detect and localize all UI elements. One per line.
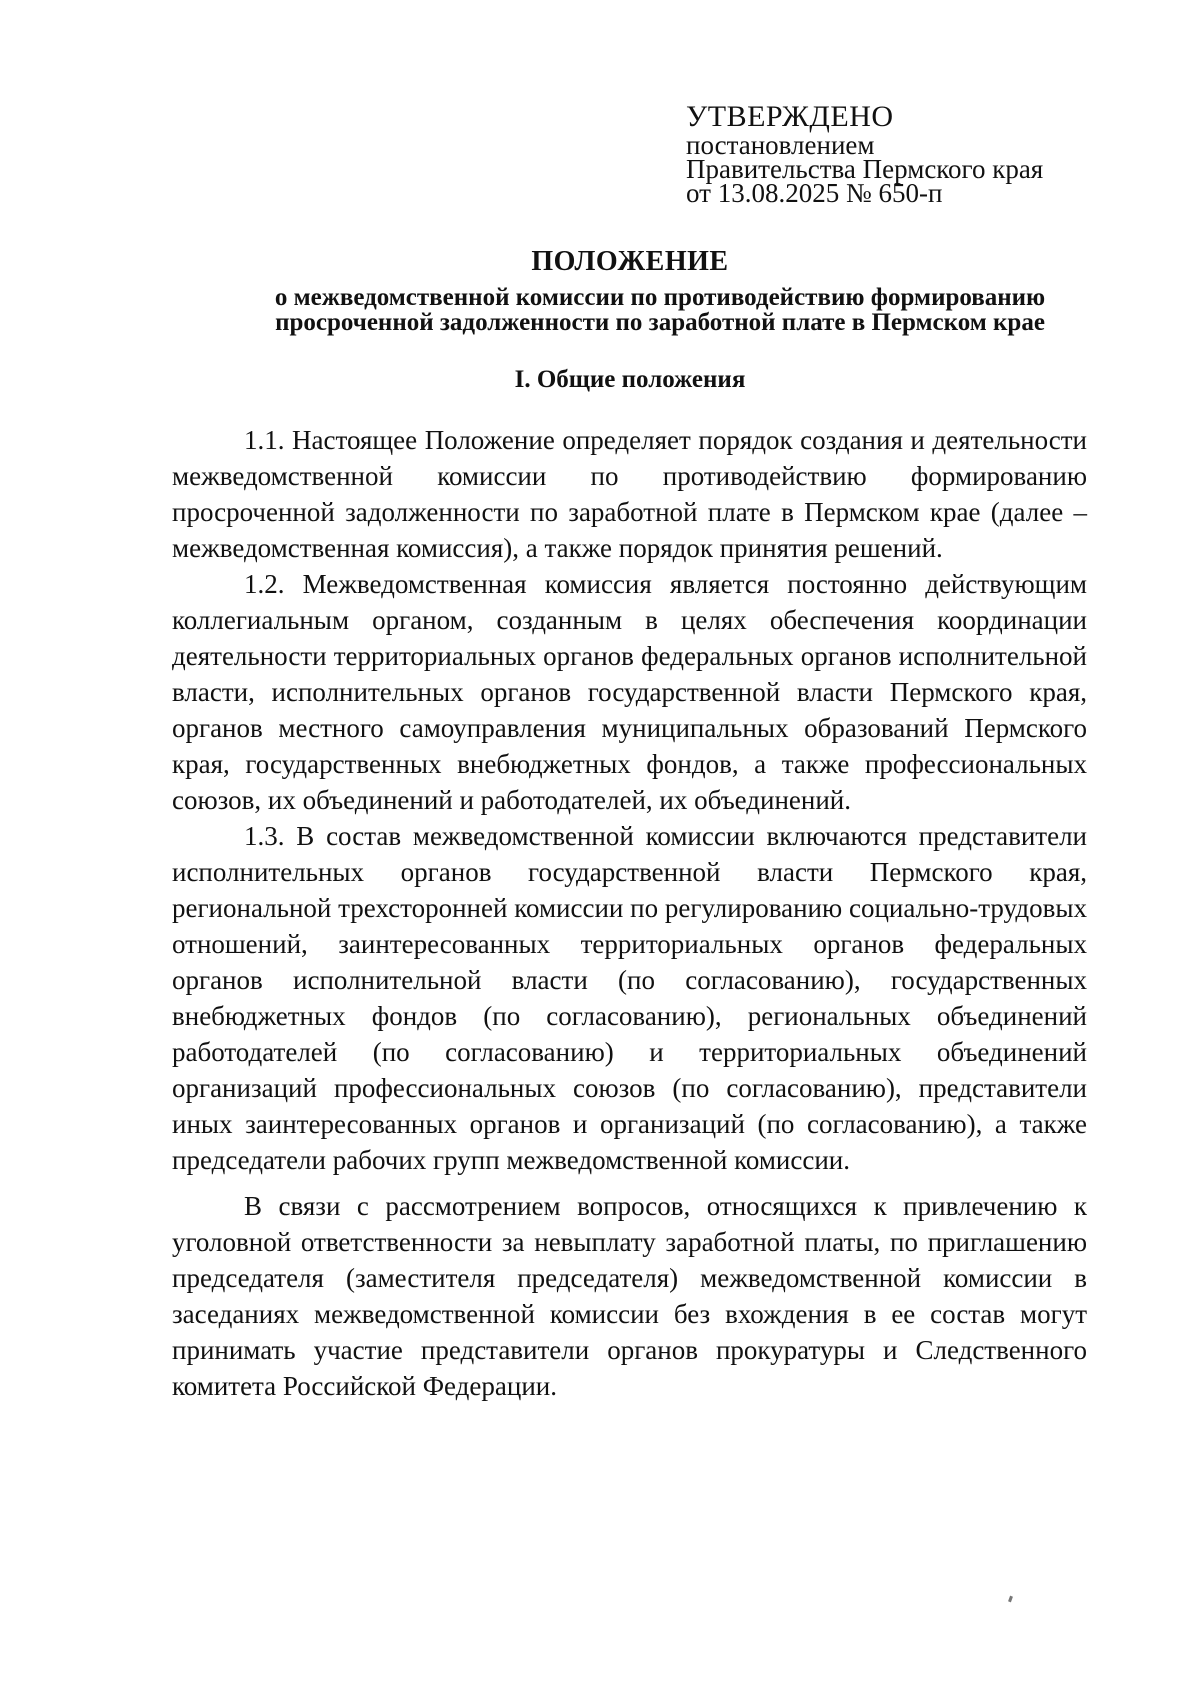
approval-stamp <box>686 100 1044 208</box>
paragraph-1-2: 1.2. Межведомственная комиссия является постоянно действующим коллегиальным органом, созданным в целях обеспечения координации деятельности территориальных органов федеральных органов исполнительной власти, исполнительных органов государственной власти Пермского края, органов местного самоуправления муниципальных образований Пермского края, государственных внебюджетных фондов, а также профессиональных союзов, их объединений и работодателей, их объединений. <box>172 569 1087 815</box>
paragraph-1-3-continued: В связи с рассмотрением вопросов, относящихся к привлечению к уголовной ответственности за невыплату заработной платы, по приглашению председателя (заместителя председателя) межведомственной комиссии в заседаниях межведомственной комиссии без вхождения в ее состав могут принимать участие представители органов прокуратуры и Следственного комитета Российской Федерации. <box>172 1191 1087 1401</box>
document-subtitle <box>160 285 1160 335</box>
section-heading: I. Общие положения <box>514 366 746 393</box>
paragraph-1-3: 1.3. В состав межведомственной комиссии включаются представители исполнительных органов государственной власти Пермского края, региональной трехсторонней комиссии по регулированию социально-трудовых отношений, заинтересованных территориальных органов федеральных органов исполнительной власти (по согласованию), государственных внебюджетных фондов (по согласованию), региональных объединений работодателей (по согласованию) и территориальных объединений организаций профессиональных союзов (по согласованию), представители иных заинтересованных органов и организаций (по согласованию), а также председатели рабочих групп межведомственной комиссии. <box>172 821 1087 1175</box>
approval-date-line: от 13.08.2025 № 650-п <box>686 178 943 208</box>
scan-speck <box>1008 1596 1013 1603</box>
subtitle-line: просроченной задолженности по заработной плате в Пермском крае <box>275 309 1045 336</box>
approval-title: УТВЕРЖДЕНО <box>686 100 894 133</box>
section-body <box>172 422 1087 1404</box>
approval-line: Правительства Пермского края <box>686 154 1044 184</box>
subtitle-line: о межведомственной комиссии по противодействию формированию <box>274 284 1046 311</box>
approval-line: постановлением <box>686 130 875 160</box>
document-title: ПОЛОЖЕНИЕ <box>531 246 729 277</box>
paragraph-1-1: 1.1. Настоящее Положение определяет порядок создания и деятельности межведомственной комиссии по противодействию формированию просроченной задолженности по заработной плате в Пермском крае (далее – межведомственная комиссия), а также порядок принятия решений. <box>172 425 1087 563</box>
